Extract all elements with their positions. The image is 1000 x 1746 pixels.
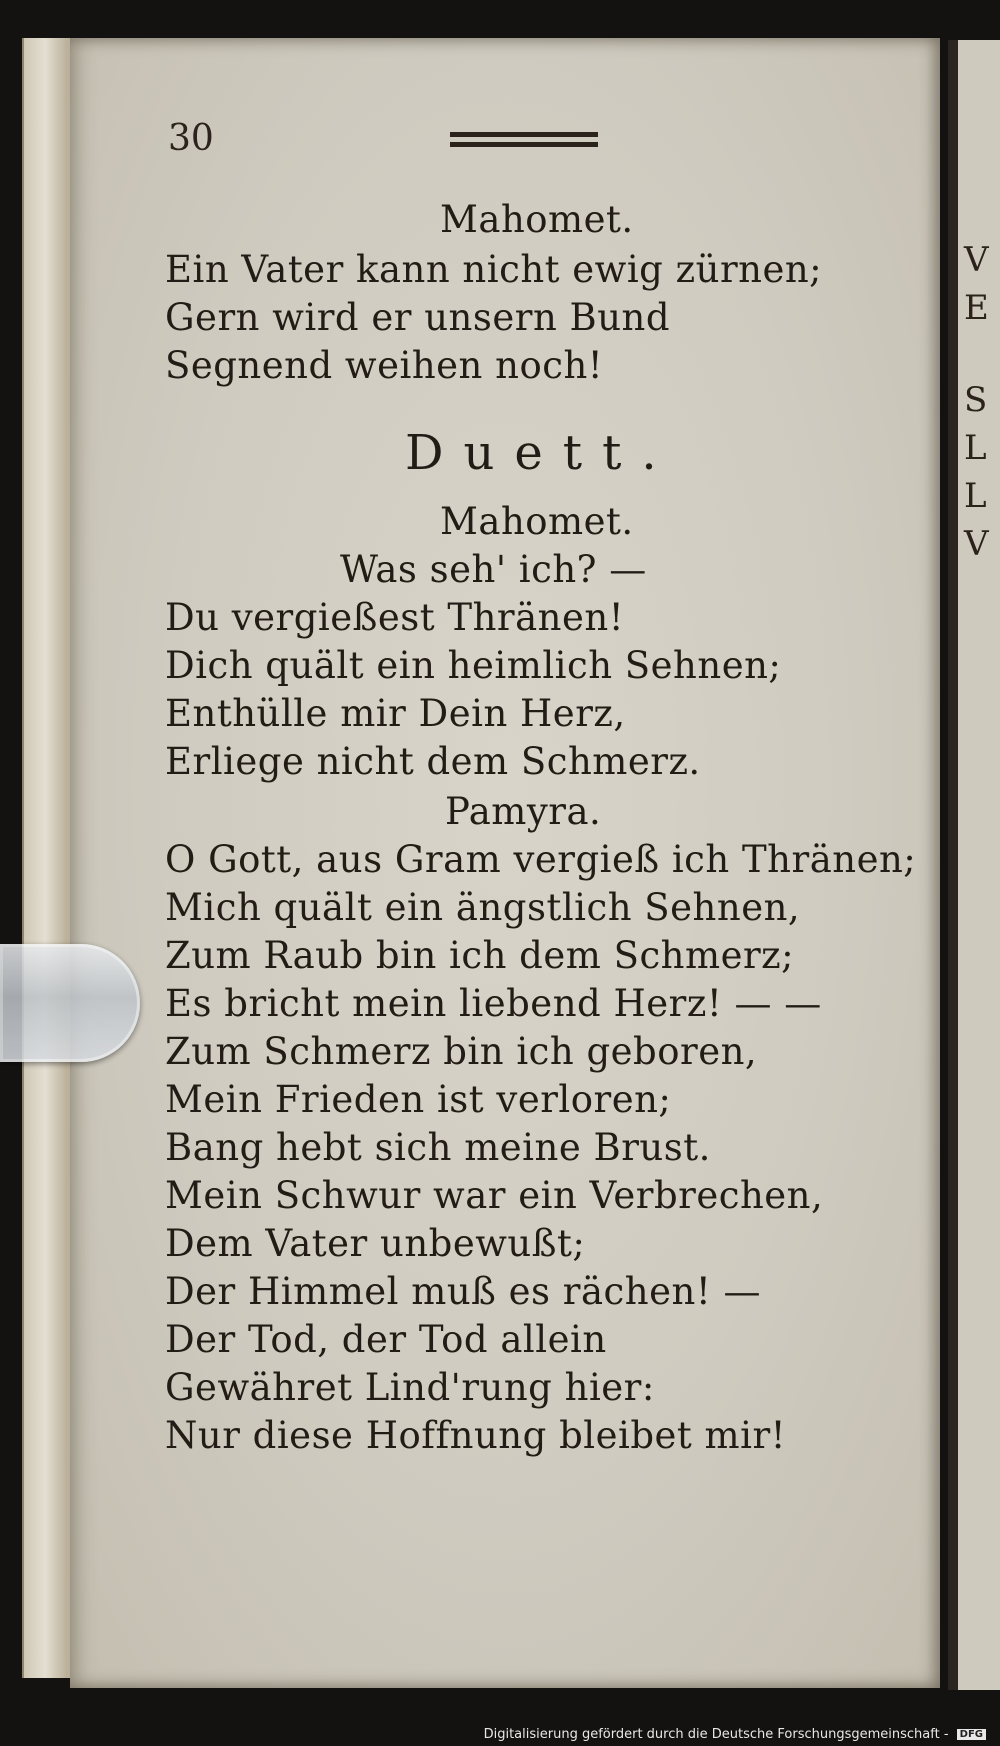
verse-line: Der Tod, der Tod allein <box>165 1318 607 1361</box>
credit-text: Digitalisierung gefördert durch die Deutsche Forschungsgemeinschaft - <box>483 1727 949 1742</box>
header-rule <box>450 142 598 147</box>
page-clip <box>0 944 140 1062</box>
facing-page-fragment: L <box>964 476 987 516</box>
verse-line: Dich quält ein heimlich Sehnen; <box>165 644 782 687</box>
verse-line: Ein Vater kann nicht ewig zürnen; <box>165 248 823 291</box>
facing-page-fragment: S <box>964 380 988 420</box>
page-number: 30 <box>168 118 214 159</box>
verse-line: Segnend weihen noch! <box>165 344 604 387</box>
verse-line: Gern wird er unsern Bund <box>165 296 671 339</box>
verse-line: Nur diese Hoffnung bleibet mir! <box>165 1414 787 1457</box>
dfg-logo: DFG <box>957 1729 986 1740</box>
verse-line: Bang hebt sich meine Brust. <box>165 1126 711 1169</box>
speaker-label: Mahomet. <box>440 500 634 543</box>
verse-line: Mich quält ein ängstlich Sehnen, <box>165 886 801 929</box>
verse-line: Mein Frieden ist verloren; <box>165 1078 672 1121</box>
header-rule <box>450 132 598 137</box>
verse-line: Zum Schmerz bin ich geboren, <box>165 1030 758 1073</box>
digitization-credit <box>484 1727 986 1742</box>
facing-page-edge <box>948 40 1000 1690</box>
verse-line: Was seh' ich? — <box>340 548 647 591</box>
verse-line: Dem Vater unbewußt; <box>165 1222 586 1265</box>
verse-line: Erliege nicht dem Schmerz. <box>165 740 701 783</box>
verse-line: Gewähret Lind'rung hier: <box>165 1366 655 1409</box>
section-heading: Duett. <box>405 425 677 481</box>
speaker-label: Mahomet. <box>440 198 634 241</box>
verse-line: Es bricht mein liebend Herz! — — <box>165 982 822 1025</box>
facing-page-fragment: V <box>964 240 989 280</box>
verse-line: O Gott, aus Gram vergieß ich Thränen; <box>165 838 917 881</box>
verse-line: Zum Raub bin ich dem Schmerz; <box>165 934 795 977</box>
facing-page-fragment: E <box>964 288 989 328</box>
verse-line: Mein Schwur war ein Verbrechen, <box>165 1174 824 1217</box>
verse-line: Du vergießest Thränen! <box>165 596 625 639</box>
facing-page-fragment: L <box>964 428 987 468</box>
verse-line: Enthülle mir Dein Herz, <box>165 692 626 735</box>
speaker-label: Pamyra. <box>445 790 602 833</box>
facing-page-fragment: V <box>964 524 989 564</box>
verse-line: Der Himmel muß es rächen! — <box>165 1270 761 1313</box>
